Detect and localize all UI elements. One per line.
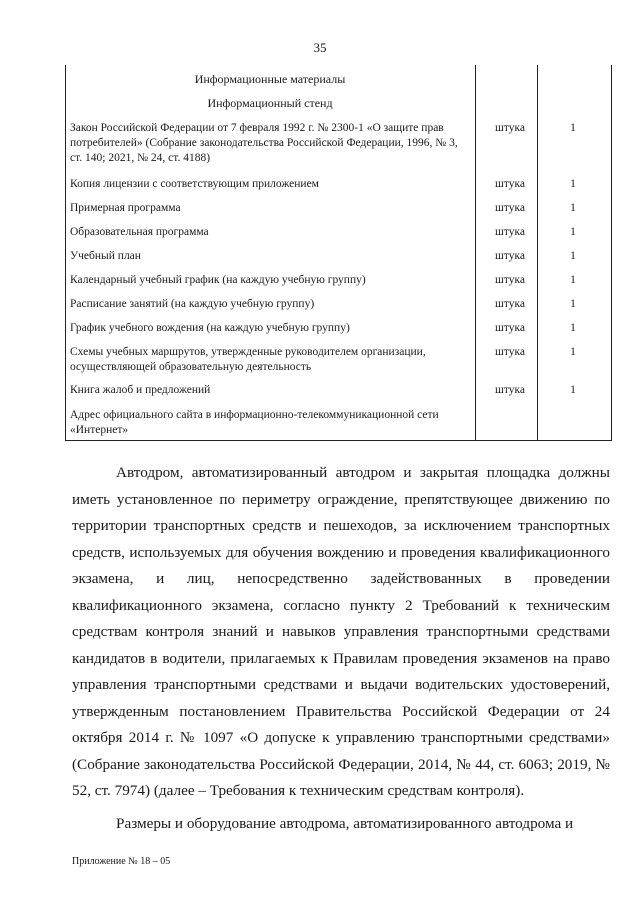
- row-unit: штука: [495, 202, 525, 214]
- row-unit: штука: [495, 250, 525, 262]
- paragraph: Размеры и оборудование автодрома, автоматизированного автодрома и: [116, 814, 574, 832]
- row-qty: 1: [570, 122, 576, 134]
- row-unit: штука: [495, 122, 525, 134]
- row-qty: 1: [570, 346, 576, 358]
- row-name: График учебного вождения (на каждую учебную группу): [70, 322, 350, 334]
- row-name: Закон Российской Федерации от 7 февраля 1992 г. № 2300-1 «О защите прав потребителей» (Собрание законодательства Российской Федерации, 1996, № 3, ст. 140; 2021, № 24, ст. 4188): [70, 122, 458, 164]
- row-name: Адрес официального сайта в информационно-телекоммуникационной сети «Интернет»: [70, 409, 439, 436]
- row-name: Расписание занятий (на каждую учебную группу): [70, 298, 315, 310]
- row-name: Образовательная программа: [70, 226, 209, 238]
- page-number: 35: [313, 40, 327, 55]
- table-border-left: [65, 65, 66, 441]
- row-name: Схемы учебных маршрутов, утвержденные руководителем организации, осуществляющей образовательную деятельность: [70, 346, 426, 373]
- row-unit: штука: [495, 384, 525, 396]
- table-border-name-col: [475, 65, 476, 441]
- row-qty: 1: [570, 322, 576, 334]
- table-border-bottom: [65, 440, 612, 441]
- equipment-table: [65, 65, 612, 441]
- row-name: Копия лицензии с соответствующим приложением: [70, 178, 319, 190]
- row-unit: штука: [495, 178, 525, 190]
- row-qty: 1: [570, 178, 576, 190]
- row-unit: штука: [495, 274, 525, 286]
- row-qty: 1: [570, 274, 576, 286]
- row-name: Календарный учебный график (на каждую учебную группу): [70, 274, 366, 286]
- row-qty: 1: [570, 250, 576, 262]
- body-text: [72, 460, 610, 837]
- row-unit: штука: [495, 322, 525, 334]
- table-border-unit-col: [537, 65, 538, 441]
- row-qty: 1: [570, 298, 576, 310]
- row-name: Книга жалоб и предложений: [70, 384, 211, 396]
- row-unit: штука: [495, 226, 525, 238]
- subsection-title: Информационный стенд: [207, 96, 333, 110]
- row-unit: штука: [495, 346, 525, 358]
- footer-appendix: Приложение № 18 – 05: [72, 856, 171, 867]
- row-qty: 1: [570, 384, 576, 396]
- row-qty: 1: [570, 226, 576, 238]
- section-title: Информационные материалы: [194, 72, 346, 86]
- paragraph: Автодром, автоматизированный автодром и закрытая площадка должны иметь установленное по периметру ограждение, препятствующее движению по территории транспортных средств и пешеходов, за исключением транспортных средств, используемых для обучения вождению и проведения квалификационного экзамена, и лиц, непосредственно задействованных в проведении квалификационного экзамена, согласно пункту 2 Требований к техническим средствам контроля знаний и навыков управления транспортными средствами кандидатов в водители, прилагаемых к Правилам проведения экзаменов на право управления транспортными средствами и выдачи водительских удостоверений, утвержденным постановлением Правительства Российской Федерации от 24 октября 2014 г. № 1097 «О допуске к управлению транспортными средствами» (Собрание законодательства Российской Федерации, 2014, № 44, ст. 6063; 2019, № 52, ст. 7974) (далее – Требования к техническим средствам контроля).: [72, 464, 610, 799]
- row-name: Учебный план: [70, 250, 141, 262]
- table-border-right: [611, 65, 612, 441]
- row-qty: 1: [570, 202, 576, 214]
- row-name: Примерная программа: [70, 202, 181, 214]
- row-unit: штука: [495, 298, 525, 310]
